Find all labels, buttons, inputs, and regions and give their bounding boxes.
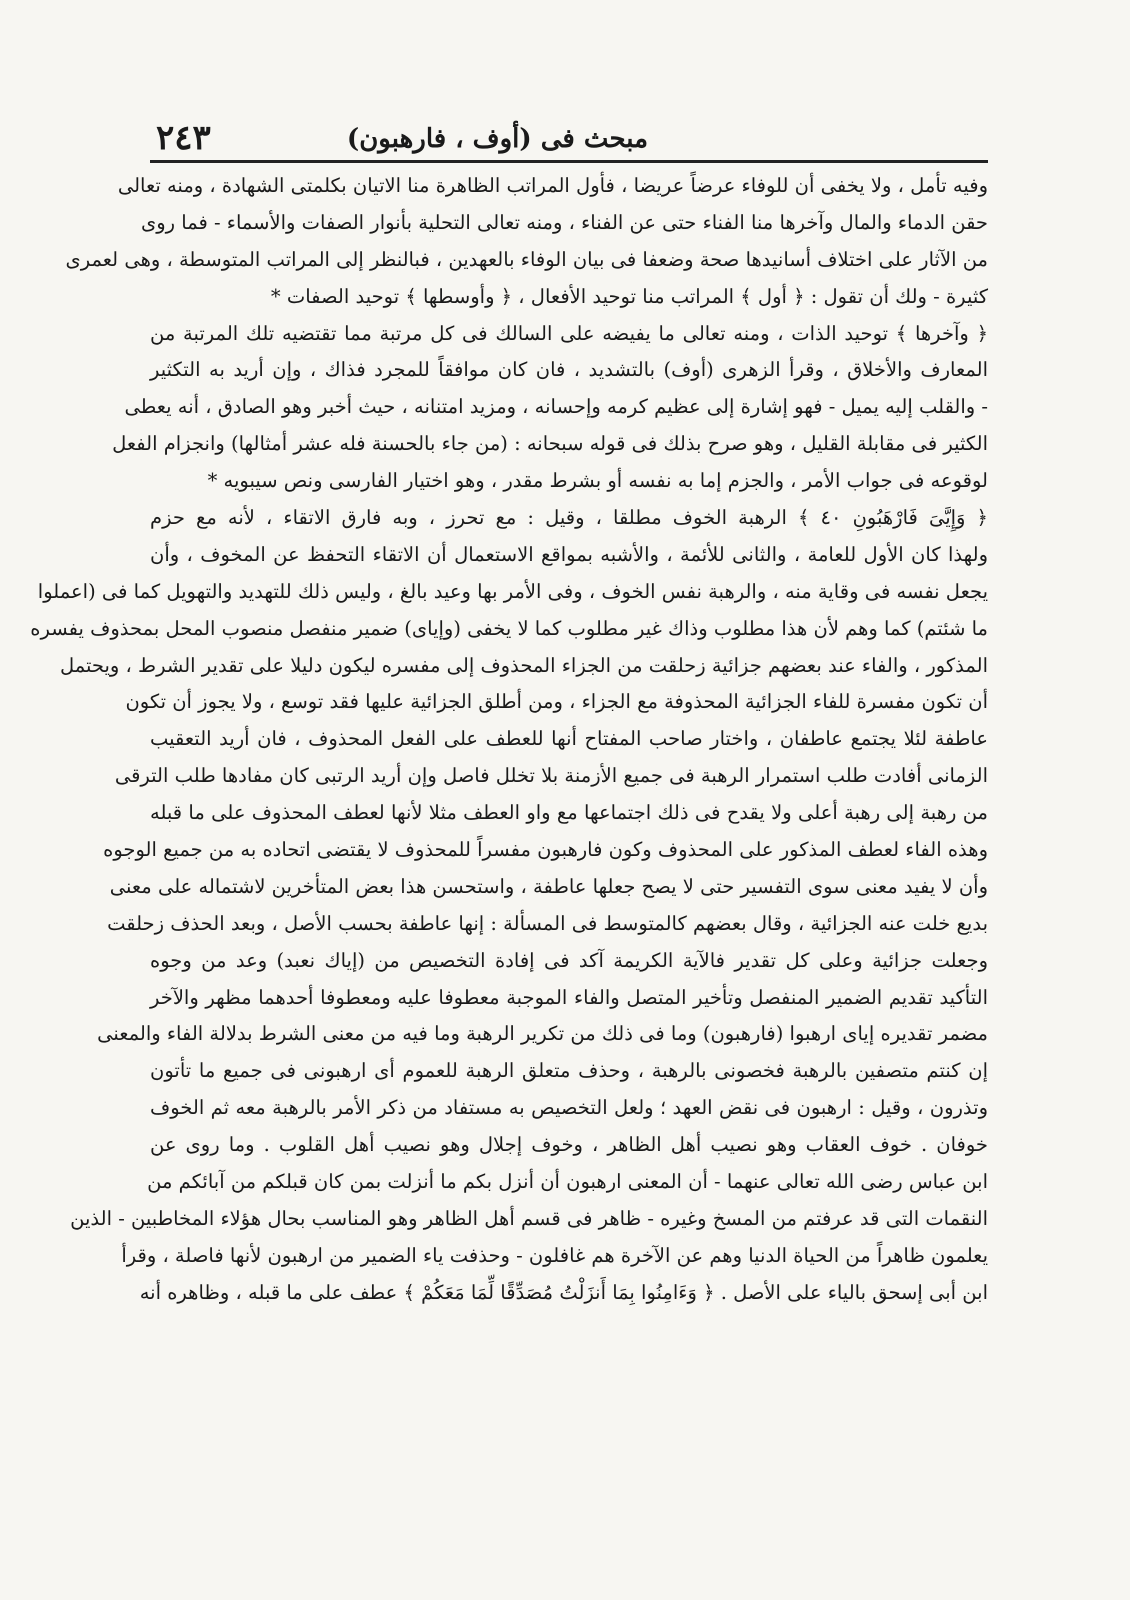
text-line: بديع خلت عنه الجزائية ، وقال بعضهم كالمتوسط فى المسألة : إنها عاطفة بحسب الأصل ، وبعد الحذف زحلقت	[107, 911, 988, 935]
text-line: إن كنتم متصفين بالرهبة فخصونى بالرهبة ، وحذف متعلق الرهبة للعموم أى ارهبونى فى جميع ما تأتون	[150, 1059, 988, 1083]
text-line: من رهبة إلى رهبة أعلى ولا يقدح فى ذلك اجتماعها مع واو العطف مثلا لأنها لعطف المحذوف على ما قبله	[150, 801, 988, 825]
header-rule	[150, 160, 988, 163]
text-line: مضمر تقديره إياى ارهبوا (فارهبون) وما فى ذلك من تكرير الرهبة وما فيه من معنى الشرط بدلالة الفاء والمعنى	[97, 1022, 988, 1046]
text-line: من الآثار على اختلاف أسانيدها صحة وضعفا فى بيان الوفاء بالعهدين ، فبالنظر إلى المراتب المتوسطة ، وهى لعمرى	[65, 247, 988, 271]
text-line: ﴿ وآخرها ﴾ توحيد الذات ، ومنه تعالى ما يفيضه على السالك فى كل مرتبة مما تقتضيه تلك المرتبة من	[150, 321, 988, 345]
text-line: الكثير فى مقابلة القليل ، وهو صرح بذلك فى قوله سبحانه : (من جاء بالحسنة فله عشر أمثالها) وانجزام الفعل	[112, 432, 988, 456]
text-line: عاطفة لئلا يجتمع عاطفان ، واختار صاحب المفتاح أنها للعطف على الفعل المحذوف ، فان أريد التعقيب	[150, 727, 988, 751]
text-line: ما شئتم) كما وهم لأن هذا مطلوب وذاك غير مطلوب كما لا يخفى (وإياى) ضمير منفصل منصوب المحل بمحذوف يفسره	[30, 616, 988, 640]
text-line: التأكيد تقديم الضمير المنفصل وتأخير المتصل والفاء الموجبة معطوفا عليه ومعطوفا أحدهما مظهر والآخر	[150, 985, 988, 1009]
text-line: يعلمون ظاهراً من الحياة الدنيا وهم عن الآخرة هم غافلون - وحذفت ياء الضمير من ارهبون لأنها فاصلة ، وقرأ	[121, 1243, 988, 1267]
text-line: ولهذا كان الأول للعامة ، والثانى للأئمة ، والأشبه بمواقع الاستعمال أن الاتقاء التحفظ عن المخوف ، وأن	[150, 542, 988, 566]
text-line: النقمات التى قد عرفتم من المسخ وغيره - ظاهر فى قسم أهل الظاهر وهو المناسب بحال هؤلاء المخاطبين - الذين	[70, 1206, 988, 1230]
text-line: ابن عباس رضى الله تعالى عنهما - أن المعنى ارهبون أن أنزل بكم ما أنزلت بمن كان قبلكم من آبائكم من	[147, 1170, 988, 1194]
page-header	[150, 118, 988, 162]
text-line: كثيرة - ولك أن تقول : ﴿ أول ﴾ المراتب منا توحيد الأفعال ، ﴿ وأوسطها ﴾ توحيد الصفات *	[270, 284, 988, 308]
text-line: المعارف والأخلاق ، وقرأ الزهرى (أوف) بالتشديد ، فان كان موافقاً للمجرد فذاك ، وإن أريد به التكثير	[150, 358, 988, 382]
text-line: وجعلت جزائية وعلى كل تقدير فالآية الكريمة آكد فى إفادة التخصيص من (إياك نعبد) وعد من وجوه	[150, 948, 988, 972]
text-line: ﴿ وَإِيَّىَ فَارْهَبُونِ ٤٠ ﴾ الرهبة الخوف مطلقا ، وقيل : مع تحرز ، وبه فارق الاتقاء ، لأنه مع حزم	[150, 506, 988, 530]
text-line: - والقلب إليه يميل - فهو إشارة إلى عظيم كرمه وإحسانه ، ومزيد امتنانه ، حيث أخبر وهو الصادق ، أنه يعطى	[124, 395, 988, 419]
text-line: وأن لا يفيد معنى سوى التفسير حتى لا يصح جعلها عاطفة ، واستحسن هذا بعض المتأخرين لاشتماله على معنى	[109, 874, 988, 898]
text-line: خوفان . خوف العقاب وهو نصيب أهل الظاهر ، وخوف إجلال وهو نصيب أهل القلوب . وما روى عن	[150, 1133, 988, 1157]
text-line: لوقوعه فى جواب الأمر ، والجزم إما به نفسه أو بشرط مقدر ، وهو اختيار الفارسى ونص سيبويه *	[207, 469, 988, 493]
text-body	[30, 168, 988, 1312]
text-line: وتذرون ، وقيل : ارهبون فى نقض العهد ؛ ولعل التخصيص به مستفاد من ذكر الأمر بالرهبة معه ثم الخوف	[150, 1096, 988, 1120]
text-line: وهذه الفاء لعطف المذكور على المحذوف وكون فارهبون مفسراً للمحذوف لا يقتضى اتحاده به من جميع الوجوه	[103, 838, 988, 862]
text-line: يجعل نفسه فى وقاية منه ، والرهبة نفس الخوف ، وفى الأمر بها وعيد بالغ ، وليس ذلك للتهديد والتهويل كما فى (اعملوا	[37, 579, 988, 603]
text-line: ابن أبى إسحق بالياء على الأصل . ﴿ وَءَامِنُوا بِمَا أَنزَلْتُ مُصَدِّقًا لِّمَا مَعَكُمْ ﴾ عطف على ما قبله ، وظاهره أنه	[139, 1280, 988, 1304]
text-line: الزمانى أفادت طلب استمرار الرهبة فى جميع الأزمنة بلا تخلل فاصل وإن أريد الرتبى كان مفادها طلب الترقى	[114, 764, 988, 788]
text-line: المذكور ، والفاء عند بعضهم جزائية زحلقت من الجزاء المحذوف إلى مفسره ليكون دليلا على تقدير الشرط ، ويحتمل	[59, 653, 988, 677]
text-line: أن تكون مفسرة للفاء الجزائية المحذوفة مع الجزاء ، ومن أطلق الجزائية عليها فقد توسع ، ولا يجوز أن تكون	[125, 690, 988, 714]
running-title: مبحث فى (أوف ، فارهبون)	[346, 124, 648, 154]
text-line: وفيه تأمل ، ولا يخفى أن للوفاء عرضاً عريضا ، فأول المراتب الظاهرة منا الاتيان بكلمتى الشهادة ، ومنه تعالى	[117, 174, 988, 197]
page-number: ٢٤٣	[156, 118, 211, 158]
text-line: حقن الدماء والمال وآخرها منا الفناء حتى عن الفناء ، ومنه تعالى التحلية بأنوار الصفات والأسماء - فما روى	[140, 210, 988, 234]
